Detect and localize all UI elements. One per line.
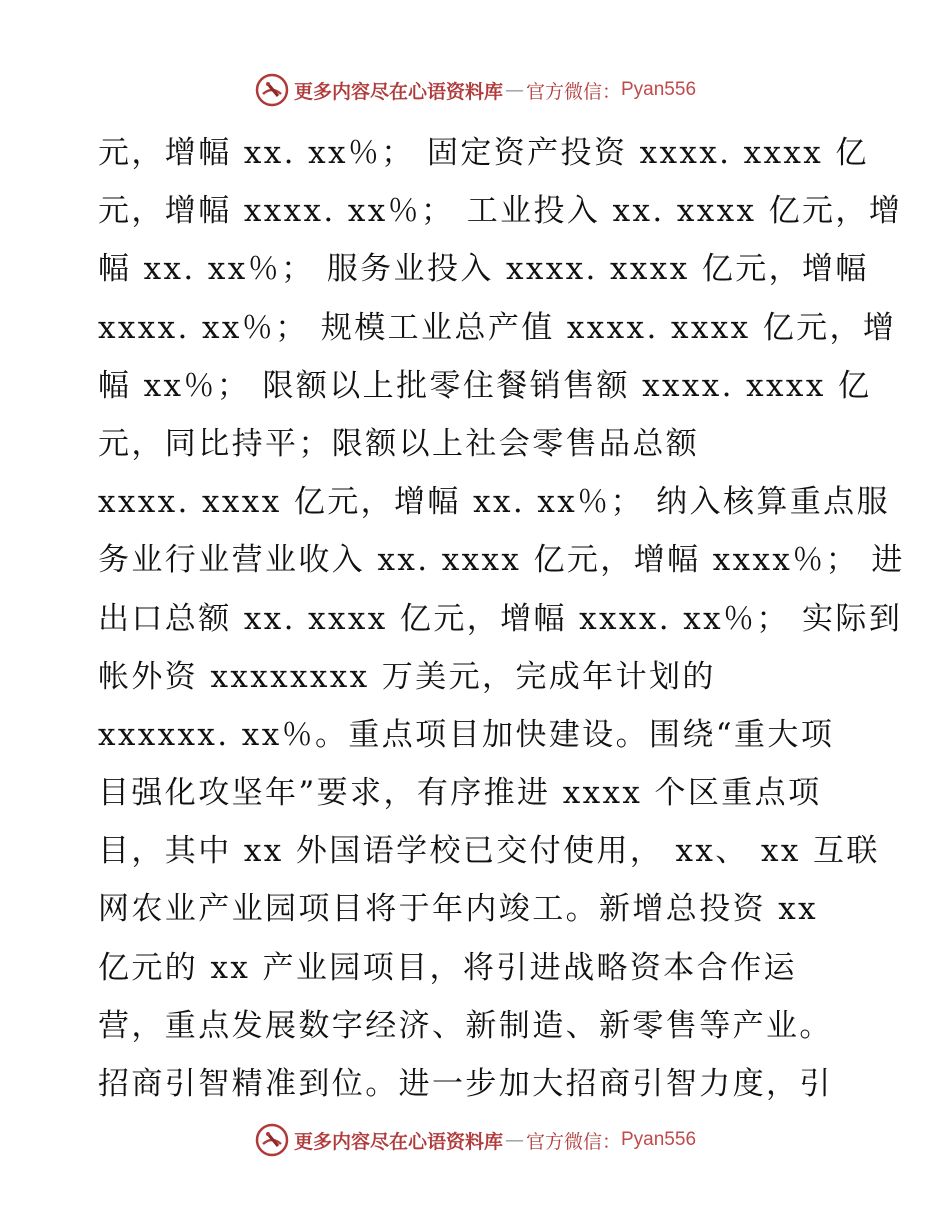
body-line: 帐外资 xxxxxxxx 万美元，完成年计划的 [98, 658, 716, 695]
body-line: xxxx. xxxx 亿元，增幅 xx. xx％； 纳入核算重点服 [98, 484, 890, 521]
body-line: 元，同比持平；限额以上社会零售品总额 [98, 425, 700, 462]
body-line: 亿元的 xx 产业园项目，将引进战略资本合作运 [98, 949, 797, 986]
watermark-separator: — [504, 1129, 524, 1151]
body-line: 营，重点发展数字经济、新制造、新零售等产业。 [98, 1007, 833, 1044]
header-watermark [0, 70, 950, 110]
body-line: 目，其中 xx 外国语学校已交付使用， xx、 xx 互联 [98, 833, 880, 870]
body-line: 网农业产业园项目将于年内竣工。新增总投资 xx [98, 891, 819, 928]
body-line: 元，增幅 xx. xx％； 固定资产投资 xxxx. xxxx 亿 [98, 135, 869, 171]
document-body [98, 124, 905, 1113]
body-line: xxxxxx. xx％。重点项目加快建设。围绕“重大项 [98, 716, 835, 753]
watermark-separator: — [504, 79, 524, 101]
body-line: xxxx. xx％； 规模工业总产值 xxxx. xxxx 亿元，增 [98, 309, 897, 346]
book-pen-logo-icon [254, 72, 290, 108]
body-line: 务业行业营业收入 xx. xxxx 亿元，增幅 xxxx％； 进 [98, 542, 905, 579]
watermark-wechat-handle: Pyan556 [621, 79, 697, 100]
watermark-site-text: 更多内容尽在心语资料库 [293, 80, 503, 103]
watermark-wechat-label: 官方微信： [525, 1130, 621, 1153]
body-line: 招商引智精准到位。进一步加大招商引智力度，引 [98, 1066, 833, 1102]
watermark-site-text: 更多内容尽在心语资料库 [293, 1130, 503, 1153]
body-line: 目强化攻坚年”要求，有序推进 xxxx 个区重点项 [98, 775, 822, 812]
body-line: 元，增幅 xxxx. xx％； 工业投入 xx. xxxx 亿元，增 [98, 193, 903, 230]
footer-watermark [0, 1120, 950, 1160]
body-line: 幅 xx％； 限额以上批零住餐销售额 xxxx. xxxx 亿 [98, 367, 872, 404]
book-pen-logo-icon [254, 1122, 290, 1158]
watermark-wechat-handle: Pyan556 [621, 1129, 697, 1150]
body-line: 幅 xx. xx％； 服务业投入 xxxx. xxxx 亿元，增幅 [98, 251, 869, 288]
body-line: 出口总额 xx. xxxx 亿元，增幅 xxxx. xx％； 实际到 [98, 600, 903, 637]
watermark-wechat-label: 官方微信： [525, 80, 621, 103]
